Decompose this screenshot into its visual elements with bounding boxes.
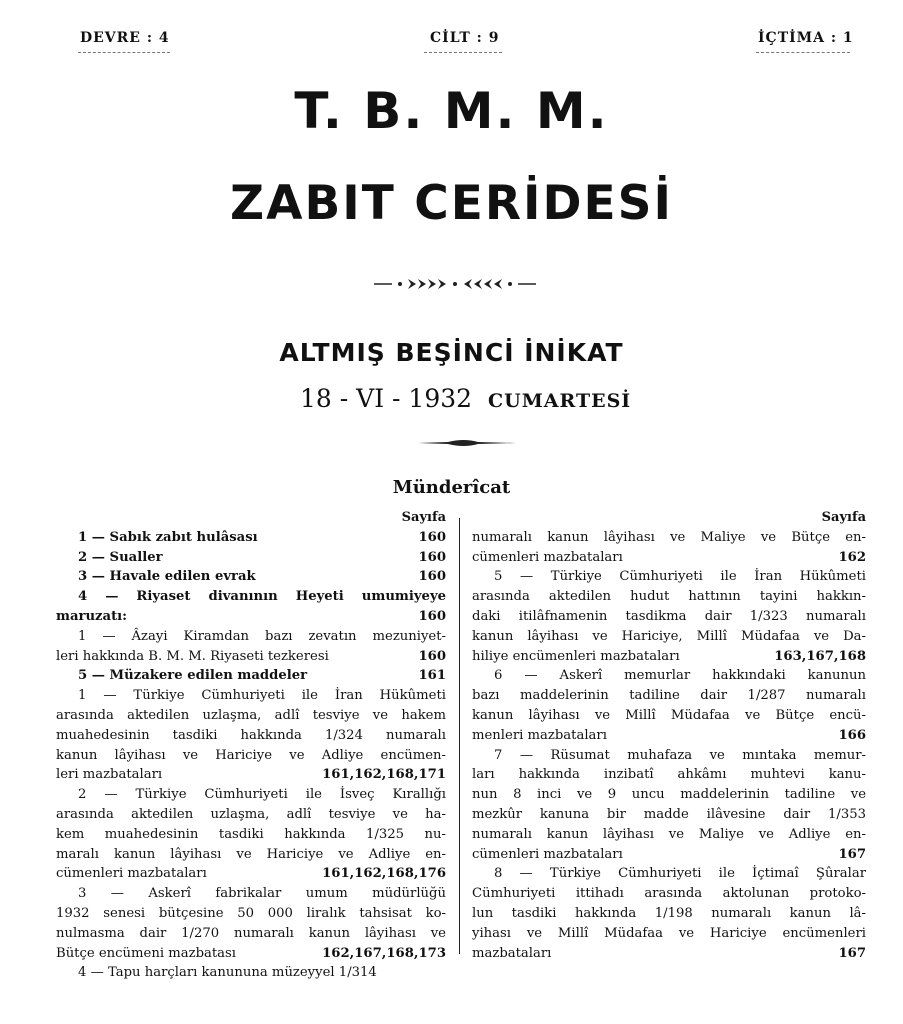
contents-line: arasında aktedilen uzlaşma, adlî tesviye ve hakem [56, 707, 446, 723]
page-column-header: Sayıfa [401, 510, 446, 525]
header-underline [424, 52, 502, 53]
contents-entry: 5 — Müzakere edilen maddeler 161 [78, 668, 446, 684]
contents-line: 4 — Tapu harçları kanununa müzeyyel 1/314 [78, 965, 377, 981]
contents-line: arasında aktedilen hudut hattının tayini hakkın- [472, 589, 866, 605]
contents-entry: Bütçe encümeni mazbatası 162,167,168,173 [56, 945, 446, 961]
contents-entry: cümenleri mazbataları 162 [472, 549, 866, 565]
title-tbmm: T. B. M. M. [294, 82, 609, 140]
contents-line: mezkûr kanuna bir madde ilâvesine dair 1/353 [472, 806, 866, 822]
header-cilt: CİLT : 9 [430, 30, 500, 46]
ornament-divider [370, 272, 540, 296]
header-ictima: İÇTİMA : 1 [758, 30, 854, 46]
contents-left-column [56, 508, 446, 983]
contents-entry: menleri mazbataları 166 [472, 727, 866, 743]
contents-line: nun 8 inci ve 9 uncu maddelerinin tadiline ve [472, 787, 866, 803]
contents-entry: leri mazbataları 161,162,168,171 [56, 767, 446, 783]
contents-line: Cümhuriyeti ittihadı arasında aktolunan protoko- [472, 886, 866, 902]
contents-line: kanun lâyihası ve Millî Müdafaa ve Bütçe encü- [472, 707, 866, 723]
contents-title: Münderîcat [392, 477, 511, 498]
title-zabit-ceridesi: ZABIT CERİDESİ [230, 176, 673, 231]
contents-line: lun tasdiki hakkında 1/198 numaralı kanun lâ- [472, 905, 866, 921]
contents-line: 7 — Rüsumat muhafaza ve mıntaka memur- [494, 747, 866, 763]
contents-line: numaralı kanun lâyihası ve Maliye ve Bütçe en- [472, 529, 866, 545]
session-day: CUMARTESİ [488, 390, 632, 412]
contents-entry: cümenleri mazbataları 161,162,168,176 [56, 866, 446, 882]
contents-line: kanun lâyihası ve Hariciye, Millî Müdafaa ve Da- [472, 628, 866, 644]
contents-entry: 1 — Sabık zabıt hulâsası 160 [78, 529, 446, 545]
session-dateline [300, 384, 631, 413]
contents-line: nulmasma dair 1/270 numaralı kanun lâyihası ve [56, 925, 446, 941]
contents-line: 5 — Türkiye Cümhuriyeti ile İran Hükûmeti [494, 569, 866, 585]
dash-ornament [418, 437, 516, 449]
contents-right-column [472, 508, 866, 963]
contents-line: 1932 senesi bütçesine 50 000 liralık tahsisat ko- [56, 905, 446, 921]
header-underline [756, 52, 850, 53]
contents-line: daki itilâfnamenin tasdikma dair 1/323 numaralı [472, 608, 866, 624]
contents-entry: mazbataları 167 [472, 945, 866, 961]
contents-line: 1 — Türkiye Cümhuriyeti ile İran Hükûmeti [78, 688, 446, 704]
contents-line: bazı maddelerinin tadiline dair 1/287 numaralı [472, 688, 866, 704]
header-devre: DEVRE : 4 [80, 30, 170, 46]
contents-line: 8 — Türkiye Cümhuriyeti ile İçtimaî Şûralar [494, 866, 866, 882]
page-column-header: Sayıfa [821, 510, 866, 525]
contents-entry: leri hakkında B. M. M. Riyaseti tezkeresi 160 [56, 648, 446, 664]
header-underline [78, 52, 170, 53]
contents-line: muahedesinin tasdiki hakkında 1/324 numaralı [56, 727, 446, 743]
contents-entry: cümenleri mazbataları 167 [472, 846, 866, 862]
contents-line: 2 — Türkiye Cümhuriyeti ile İsveç Kırallığı [78, 787, 446, 803]
contents-line: 6 — Askerî memurlar hakkındaki kanunun [494, 668, 866, 684]
column-divider [459, 518, 460, 954]
contents-entry: hiliye encümenleri mazbataları 163,167,168 [472, 648, 866, 664]
contents-line: arasında aktedilen uzlaşma, adlî tesviye ve ha- [56, 806, 446, 822]
contents-line: 4 — Riyaset divanının Heyeti umumiyeye [78, 589, 446, 605]
contents-line: 1 — Âzayi Kiramdan bazı zevatın mezuniyet- [78, 628, 446, 644]
contents-line: kanun lâyihası ve Hariciye ve Adliye encümen- [56, 747, 446, 763]
contents-line: yihası ve Millî Müdafaa ve Hariciye encümenleri [472, 925, 866, 941]
contents-line: kem muahedesinin tasdiki hakkında 1/325 nu- [56, 826, 446, 842]
session-title: ALTMIŞ BEŞİNCİ İNİKAT [279, 338, 624, 367]
session-date: 18 - VI - 1932 [300, 384, 473, 413]
contents-line: maralı kanun lâyihası ve Hariciye ve Adliye en- [56, 846, 446, 862]
contents-entry: 3 — Havale edilen evrak 160 [78, 569, 446, 585]
contents-line: numaralı kanun lâyihası ve Maliye ve Adliye en- [472, 826, 866, 842]
contents-entry: maruzatı: 160 [56, 608, 446, 624]
contents-line: ları hakkında inzibatî ahkâmı muhtevi kanu- [472, 767, 866, 783]
contents-entry: 2 — Sualler 160 [78, 549, 446, 565]
contents-line: 3 — Askerî fabrikalar umum müdürlüğü [78, 886, 446, 902]
